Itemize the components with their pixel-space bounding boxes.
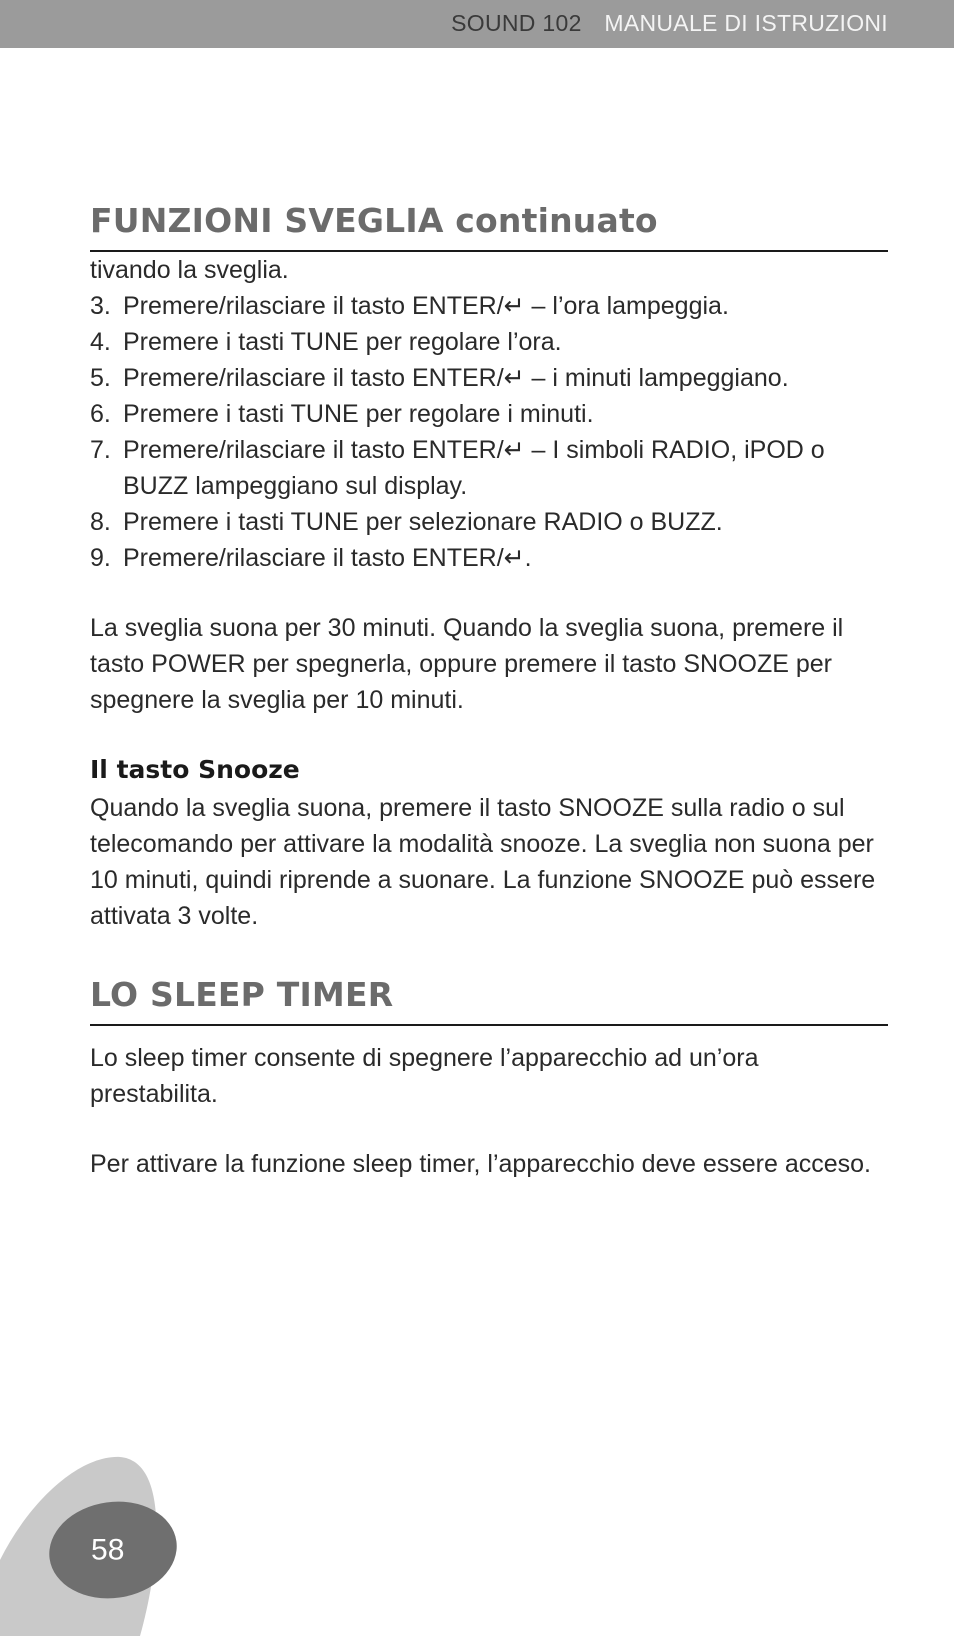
step-text: Premere i tasti TUNE per selezionare RADIO o BUZZ.	[123, 508, 723, 536]
list-item	[90, 324, 888, 360]
step-text: Premere/rilasciare il tasto ENTER/↵.	[123, 544, 532, 572]
list-item	[90, 504, 888, 540]
step-text: Premere/rilasciare il tasto ENTER/↵ – I simboli RADIO, iPOD o BUZZ lampeggiano sul display.	[123, 436, 825, 500]
step-number: 3.	[90, 292, 111, 320]
page-content	[90, 200, 888, 1182]
step-number: 7.	[90, 436, 111, 464]
list-item	[90, 288, 888, 324]
sleep-timer-paragraph-2: Per attivare la funzione sleep timer, l’apparecchio deve essere acceso.	[90, 1150, 871, 1178]
step-number: 6.	[90, 400, 111, 428]
step-number: 5.	[90, 364, 111, 392]
snooze-subtitle: Il tasto Snooze	[90, 755, 300, 784]
list-item	[90, 360, 888, 396]
header-product: SOUND 102	[451, 10, 582, 36]
step-number: 4.	[90, 328, 111, 356]
header-bar	[0, 0, 954, 48]
header-text	[451, 10, 888, 37]
section-title-alarm: FUNZIONI SVEGLIA continuato	[90, 200, 888, 252]
sleep-timer-paragraph-1: Lo sleep timer consente di spegnere l’apparecchio ad un’ora prestabilita.	[90, 1044, 759, 1108]
step-number: 9.	[90, 544, 111, 572]
page-number: 58	[91, 1533, 125, 1567]
step-text: Premere/rilasciare il tasto ENTER/↵ – l’ora lampeggia.	[123, 292, 729, 320]
section-title-sleep-timer: LO SLEEP TIMER	[90, 974, 888, 1026]
list-item	[90, 432, 888, 504]
step-number: 8.	[90, 508, 111, 536]
list-item-continuation: tivando la sveglia.	[90, 256, 289, 284]
alarm-duration-paragraph: La sveglia suona per 30 minuti. Quando la sveglia suona, premere il tasto POWER per spegnerla, oppure premere il tasto SNOOZE per spegnere la sveglia per 10 minuti.	[90, 614, 844, 714]
sleep-timer-section	[90, 974, 888, 1182]
alarm-steps-list	[90, 252, 888, 576]
list-item	[90, 540, 888, 576]
step-text: Premere i tasti TUNE per regolare l’ora.	[123, 328, 562, 356]
step-text: Premere/rilasciare il tasto ENTER/↵ – i minuti lampeggiano.	[123, 364, 789, 392]
header-manual: MANUALE DI ISTRUZIONI	[604, 10, 888, 36]
step-text: Premere i tasti TUNE per regolare i minuti.	[123, 400, 594, 428]
list-item	[90, 396, 888, 432]
snooze-paragraph: Quando la sveglia suona, premere il tasto SNOOZE sulla radio o sul telecomando per attivare la modalità snooze. La sveglia non suona per 10 minuti, quindi riprende a suonare. La funzione SNOOZE può essere attivata 3 volte.	[90, 794, 876, 930]
